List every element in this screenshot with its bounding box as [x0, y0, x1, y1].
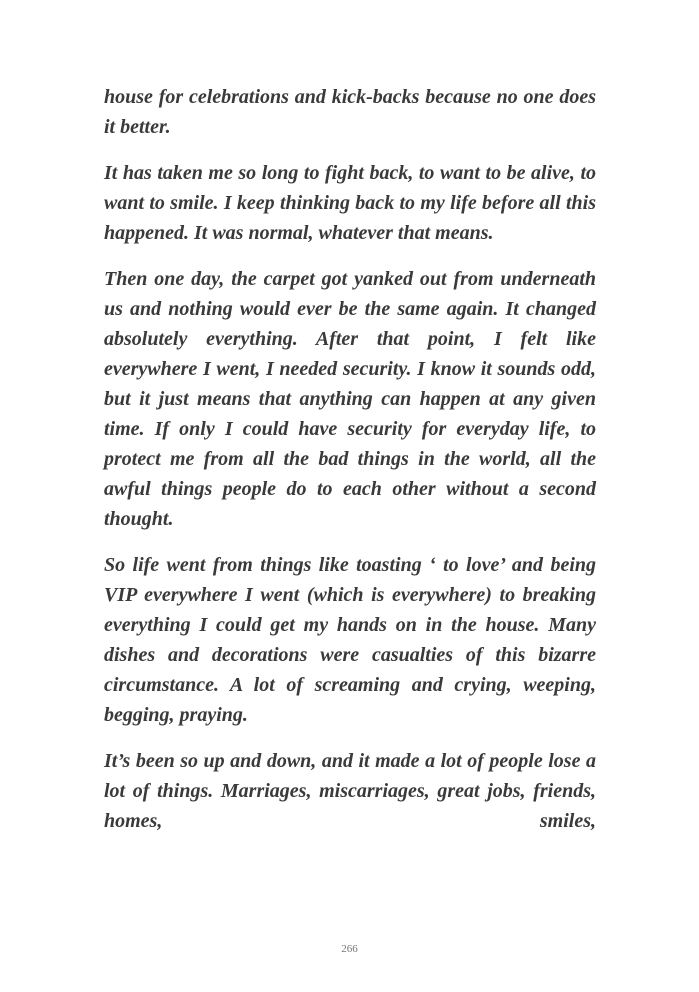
page-number: 266: [341, 943, 358, 955]
paragraph-5: It’s been so up and down, and it made a lot of people lose a lot of things. Marriages, miscarriages, great jobs, friends, homes, smiles,: [104, 750, 596, 832]
paragraph-1: house for celebrations and kick-backs because no one does it better.: [104, 86, 596, 138]
paragraph-3: Then one day, the carpet got yanked out from underneath us and nothing would ever be the same again. It changed absolutely everything. After that point, I felt like everywhere I went, I needed security. I know it sounds odd, but it just means that anything can happen at any given time. If only I could have security for everyday life, to protect me from all the bad things in the world, all the awful things people do to each other without a second thought.: [104, 268, 596, 530]
body-text: [104, 82, 596, 852]
paragraph-4: So life went from things like toasting ‘ to love’ and being VIP everywhere I went (which is everywhere) to breaking everything I could get my hands on in the house. Many dishes and decorations were casualties of this bizarre circumstance. A lot of screaming and crying, weeping, begging, praying.: [104, 554, 596, 726]
paragraph-2: It has taken me so long to fight back, to want to be alive, to want to smile. I keep thinking back to my life before all this happened. It was normal, whatever that means.: [104, 162, 596, 244]
